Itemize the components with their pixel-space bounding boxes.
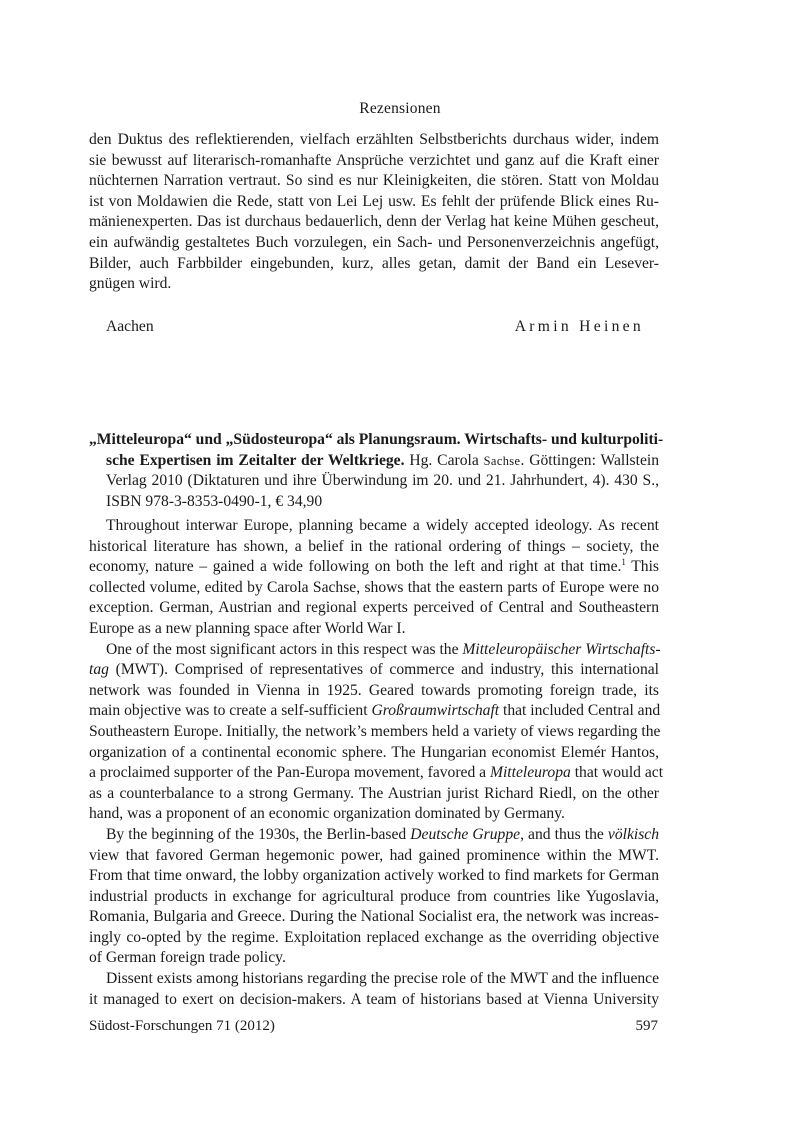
text-line: ingly co-opted by the regime. Exploitation replaced exchange as the overriding objective [89, 928, 659, 946]
text-line: a proclaimed supporter of the Pan-Europa movement, favored a Mitteleuropa that would act [89, 764, 664, 782]
text-line: Bilder, auch Farbbilder eingebunden, kurz, alles getan, damit der Band ein Lesever- [89, 254, 659, 272]
text-line: From that time onward, the lobby organization actively worked to find markets for German [89, 867, 659, 885]
text-line: ein aufwändig gestaltetes Buch vorzulegen, ein Sach- und Personenverzeichnis angefügt, [89, 233, 659, 251]
text-line: nüchternen Narration vertraut. So sind es nur Kleinigkeiten, die stören. Statt von Moldau [89, 172, 659, 190]
citation-line [89, 430, 664, 451]
text-line: economy, nature – gained a wide following on both the left and right at that time.$^1$ This [89, 557, 659, 576]
citation-line: ISBN 978-3-8353-0490-1, € 34,90 [106, 492, 323, 510]
text-line: of German foreign trade policy. [89, 949, 286, 967]
text-line: historical literature has shown, a belief in the rational ordering of things – society, the [89, 537, 659, 555]
text-line: main objective was to create a self-sufficient Großraumwirtschaft that included Central and [89, 702, 661, 720]
citation-line: Verlag 2010 (Diktaturen und ihre Überwindung im 20. und 21. Jahrhundert, 4). 430 S., [106, 472, 659, 490]
text-line: hand, was a proponent of an economic organization dominated by Germany. [89, 805, 565, 823]
text-line: Southeastern Europe. Initially, the network’s members held a variety of views regarding the [89, 722, 661, 740]
text-line: gnügen wird. [89, 275, 172, 293]
review-1-body [89, 130, 659, 295]
text-line: it managed to exert on decision-makers. A team of historians based at Vienna University [89, 990, 659, 1008]
book-title: „Mitteleuropa“ und „Südosteuropa“ als Planungsraum. Wirtschafts- und kulturpoliti- [89, 431, 664, 448]
text-line: as a counterbalance to a strong Germany. The Austrian jurist Richard Riedl, on the other [89, 784, 659, 802]
text-line: sie bewusst auf literarisch-romanhafte Ansprüche verzichtet und ganz auf die Kraft einer [89, 151, 659, 169]
reviewer-place: Aachen [106, 318, 154, 335]
text-line: By the beginning of the 1930s, the Berlin-based Deutsche Gruppe, and thus the völkisch [106, 825, 659, 843]
text-line: industrial products in exchange for agricultural produce from countries like Yugoslavia, [89, 887, 659, 905]
reviewer-name: Armin Heinen [514, 318, 644, 335]
book-title-cont: sche Expertisen im Zeitalter der Weltkriege. [106, 451, 405, 469]
review-2-body [89, 516, 664, 1010]
text-line: collected volume, edited by Carola Sachse, shows that the eastern parts of Europe were no [89, 578, 659, 596]
text-line: Romania, Bulgaria and Greece. During the National Socialist era, the network was increas- [89, 908, 659, 926]
text-line: mänienexperten. Das ist durchaus bedauerlich, denn der Verlag hat keine Mühen gescheut, [89, 213, 659, 231]
editor-surname: Sachse [483, 453, 521, 468]
page-number: 597 [635, 1018, 658, 1034]
citation-line: sche Expertisen im Zeitalter der Weltkriege. Hg. Carola Sachse. Göttingen: Wallstein [106, 451, 660, 469]
text-line: Throughout interwar Europe, planning became a widely accepted ideology. As recent [106, 517, 659, 534]
footnote-marker: 1 [621, 557, 626, 568]
text-line: den Duktus des reflektierenden, vielfach erzählten Selbstberichts durchaus wider, indem [89, 131, 659, 148]
text-line: Europe as a new planning space after World War I. [89, 619, 406, 637]
text-line: network was founded in Vienna in 1925. Geared towards promoting foreign trade, its [89, 681, 659, 699]
text-line: tag (MWT). Comprised of representatives of commerce and industry, this international [89, 661, 659, 679]
text-line: One of the most significant actors in this respect was the Mitteleuropäischer Wirtschafts- [106, 640, 661, 658]
text-line: exception. German, Austrian and regional experts perceived of Central and Southeastern [89, 599, 659, 617]
text-line: Dissent exists among historians regarding the precise role of the MWT and the influence [106, 970, 659, 988]
text-line: view that favored German hegemonic power, had gained prominence within the MWT. [89, 846, 659, 864]
text-line: ist von Moldawien die Rede, statt von Lei Lej usw. Es fehlt der prüfende Blick eines Ru- [89, 192, 659, 210]
text-line: organization of a continental economic sphere. The Hungarian economist Elemér Hantos, [89, 743, 659, 761]
running-head: Rezensionen [359, 100, 441, 117]
journal-footer: Südost-Forschungen 71 (2012) [89, 1018, 275, 1034]
review-2-citation [89, 430, 664, 512]
